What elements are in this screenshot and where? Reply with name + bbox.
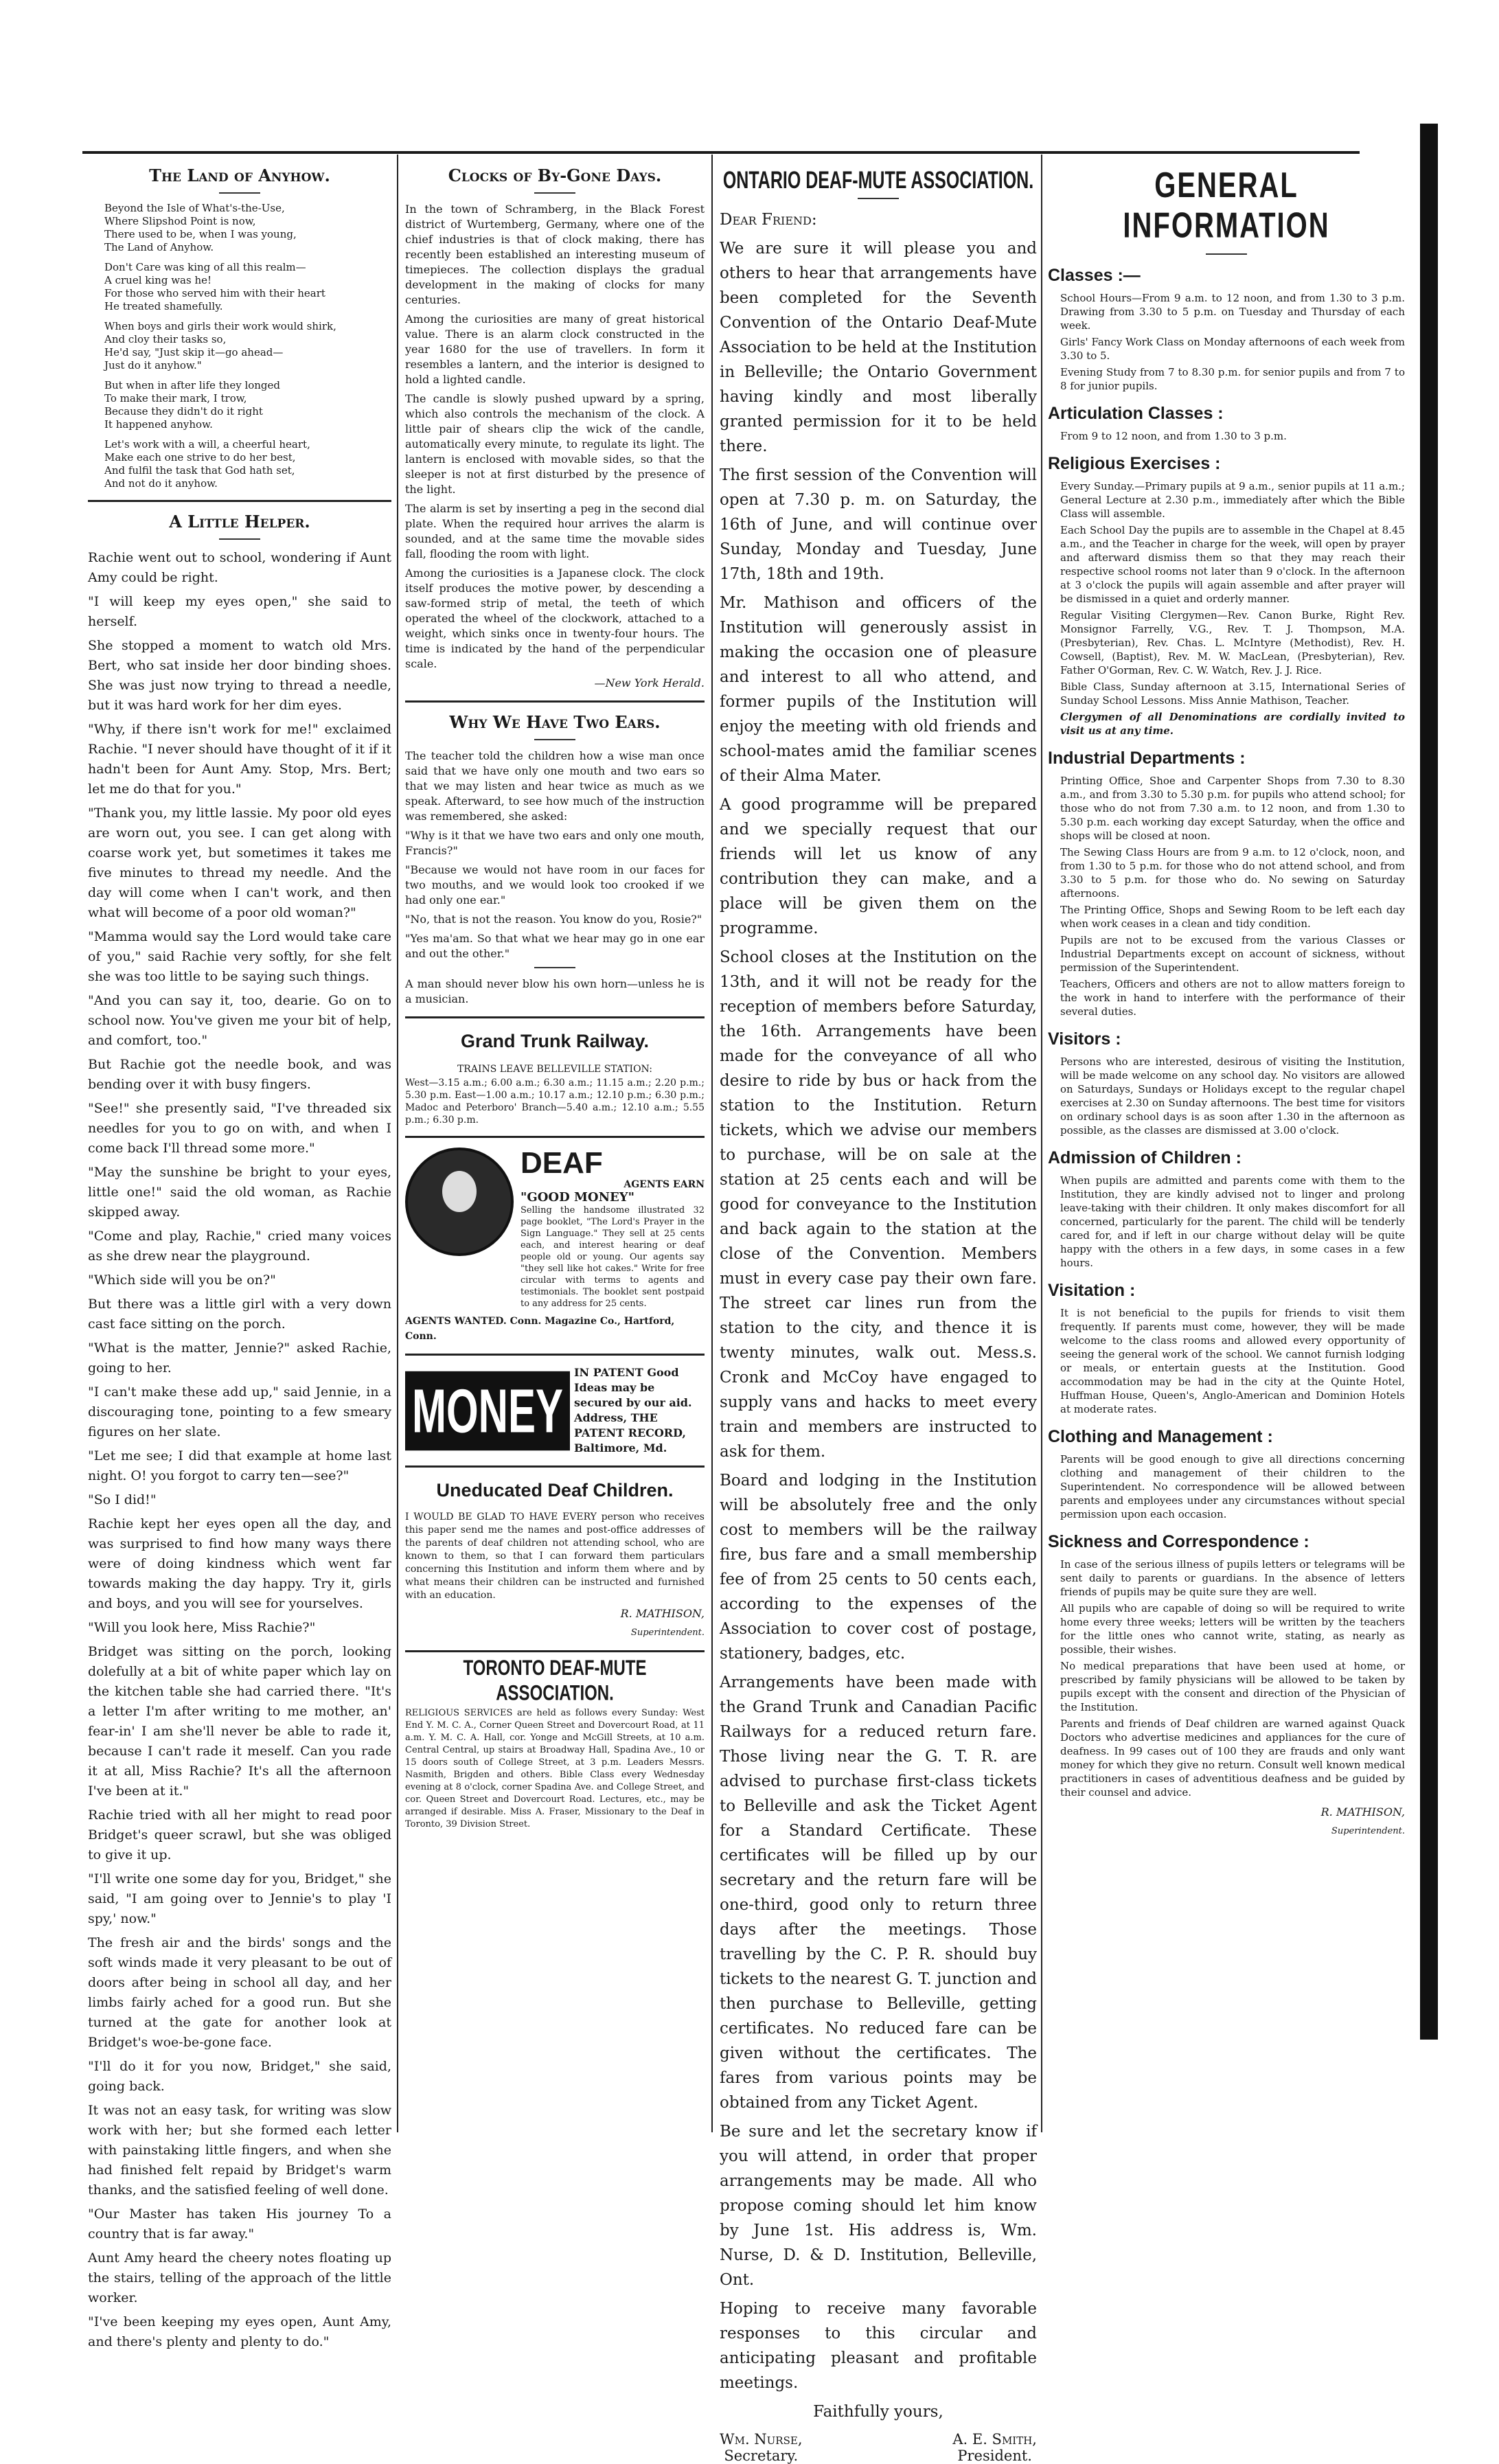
paragraph: "Will you look here, Miss Rachie?" bbox=[88, 1620, 316, 1635]
section-heading: Clothing and Management : bbox=[1048, 1427, 1273, 1446]
paragraph: School closes at the Institution on the 13th, and it will not be ready for the reception of members before Saturday, the 16th. Arrangements have been made for the conveyance of all who desire to ride by bus or hack from the station to the Institution. Return tickets, which we advise our members to purchase, will be on sale at the station at 25 cents each and will be good for conveyance to the Institution and back again to the station at the close of the Convention. Members must in every case pay their own fare. The street car lines run from the station to the city, and thence it is twenty minutes, walk out. Mess.s. Cronk and McCoy have engaged to supply vans and hacks to meet every train and members are instructed to ask for them. bbox=[720, 948, 1037, 1461]
section-heading: Sickness and Correspondence : bbox=[1048, 1532, 1309, 1551]
paragraph: Among the curiosities are many of great historical value. There is an alarm clock constructed in the year 1680 for the use of travellers. In form it resembles a lantern, and the interior is designed to hold a lighted candle. bbox=[405, 312, 705, 386]
poem-line: A cruel king was he! bbox=[104, 274, 212, 286]
paragraph: The teacher told the children how a wise man once said that we have only one mouth and two ears so that we may listen and hear twice as much as we speak. Afterward, to see how much of the instruction was remembered, she asked: bbox=[405, 749, 705, 823]
divider bbox=[405, 1136, 705, 1138]
paragraph: But there was a little girl with a very down cast face sitting on the porch. bbox=[88, 1297, 391, 1332]
poem-line: It happened anyhow. bbox=[104, 418, 213, 431]
signer-2-title: President. bbox=[957, 2448, 1032, 2464]
paragraph: Aunt Amy heard the cheery notes floating up the stairs, telling of the approach of the little worker. bbox=[88, 2250, 391, 2305]
toronto-text: RELIGIOUS SERVICES are held as follows every Sunday: West End Y. M. C. A., Corner Queen Street and Dovercourt Road, at 11 a.m. Y. M. C. A. Hall, cor. Yonge and McGill Streets, at 10 a.m. Central Central, up stairs at Broadway Hall, Spadina Ave., 10 or 15 doors south of College Street, at 3 p.m. Leaders Messrs. Nasmith, Brigden and others. Bible Class every Wednesday evening at 8 o'clock, corner Spadina Ave. and College Street, and cor. Queen Street and Dovercourt Road. Lectures, etc., may be arranged if desirable. Miss A. Fraser, Missionary to the Deaf in Toronto, 39 Division Street. bbox=[405, 1708, 705, 1829]
signer-1-title: Secretary. bbox=[724, 2448, 799, 2464]
section-item: School Hours—From 9 a.m. to 12 noon, and from 1.30 to 3 p.m. Drawing from 3.30 to 5 p.m. on Tuesday and Thursday of each week. bbox=[1060, 292, 1405, 332]
story-title: A Little Helper. bbox=[169, 512, 310, 532]
poem-line: There used to be, when I was young, bbox=[104, 228, 297, 240]
poem-line: To make their mark, I trow, bbox=[104, 392, 247, 404]
section-item: Parents will be good enough to give all directions concerning clothing and management of their children to the Superintendent. No correspondence will be allowed between parents and employees under any circumstances without special permission upon each occasion. bbox=[1060, 1453, 1405, 1520]
divider bbox=[534, 967, 575, 968]
paragraph: Bridget was sitting on the porch, looking dolefully at a bit of white paper which lay on the kitchen table she had carried there. "It's a letter I'm after writing to me mother, an' fear-in' I am she'll never be able to rade it, because I can't rade it meself. Can you rade it at all, Miss Rachie? It's all the afternoon I've been at it." bbox=[88, 1644, 391, 1799]
poem-line: Just do it anyhow." bbox=[104, 359, 202, 372]
divider bbox=[534, 739, 575, 740]
section-item: Regular Visiting Clergymen—Rev. Canon Burke, Right Rev. Monsignor Farrelly, V.G., Rev. T. J. Thompson, M.A. (Presbyterian), Rev. Chas. L. McIntyre (Methodist), Rev. H. Cowsell, (Baptist), Rev. M. W. MacLean, (Presbyterian), Rev. Father O'Gorman, Rev. C. W. Watch, Rev. J. J. Rice. bbox=[1060, 609, 1405, 676]
money-ad bbox=[405, 1365, 705, 1456]
divider bbox=[405, 1465, 705, 1468]
paragraph: "I can't make these add up," said Jennie, in a discouraging tone, pointing to a few smeary figures on her slate. bbox=[88, 1384, 391, 1439]
money-ad-text: IN PATENT Good Ideas may be secured by our aid. Address, THE PATENT RECORD, Baltimore, Md. bbox=[574, 1366, 692, 1455]
divider bbox=[405, 1354, 705, 1356]
divider bbox=[219, 192, 260, 194]
section-item: Each School Day the pupils are to assemble in the Chapel at 8.45 a.m., and the Teacher in charge for the week, will open by prayer and afterward dismiss them so that they may reach their respective school rooms not later than 9 o'clock. In the afternoon at 3 o'clock the pupils will again assemble and after prayer will be dismissed in a quiet and orderly manner. bbox=[1060, 524, 1405, 605]
paragraph: Rachie went out to school, wondering if Aunt Amy could be right. bbox=[88, 550, 391, 585]
paragraph: Among the curiosities is a Japanese clock. The clock itself produces the motive power, by descending a saw-formed strip of metal, the teeth of which operated the wheel of the clockwork, attached to a weight, which sinks once in twenty-four hours. The time is indicated by the hand of the perpendicular scale. bbox=[405, 567, 705, 670]
railway-title: Grand Trunk Railway. bbox=[460, 1031, 650, 1051]
section-heading: Classes :— bbox=[1048, 266, 1141, 285]
paragraph: "Why is it that we have two ears and only one mouth, Francis?" bbox=[405, 829, 705, 857]
railway-times: West—3.15 a.m.; 6.00 a.m.; 6.30 a.m.; 11.15 a.m.; 2.20 p.m.; 5.30 p.m. East—1.00 a.m.; 10.17 a.m.; 12.10 p.m.; 6.30 p.m.; Madoc and Peterboro' Branch—5.40 a.m.; 12.10 a.m.; 5.55 p.m.; 6.30 p.m. bbox=[405, 1077, 705, 1126]
paragraph: "Because we would not have room in our faces for two mouths, and we would look too crooked if we had only one ear." bbox=[405, 863, 705, 906]
section-item: Persons who are interested, desirous of visiting the Institution, will be made welcome on any school day. No visitors are allowed on Saturdays, Sundays or Holidays except to the regular chapel exercises at 2.30 on Sunday afternoons. The best time for visitors on ordinary school days is as soon after 1.30 in the afternoon as possible, as the classes are dismissed at 3.00 o'clock. bbox=[1060, 1056, 1405, 1137]
portrait-image bbox=[405, 1148, 514, 1256]
section-item: Parents and friends of Deaf children are warned against Quack Doctors who advertise medicines and appliances for the cure of deafness. In 99 cases out of 100 they are frauds and only want money for which they give no return. Consult well known medical practitioners in cases of adventitious deafness and be guided by their counsel and advice. bbox=[1060, 1718, 1405, 1799]
association-title: ONTARIO DEAF-MUTE ASSOCIATION. bbox=[722, 167, 1034, 194]
general-info-title: GENERAL INFORMATION bbox=[1123, 166, 1330, 246]
poem-line: And not do it anyhow. bbox=[104, 477, 218, 490]
divider bbox=[405, 700, 705, 703]
section-item: Evening Study from 7 to 8.30 p.m. for senior pupils and from 7 to 8 for junior pupils. bbox=[1060, 366, 1405, 392]
poem-line: Don't Care was king of all this realm— bbox=[104, 261, 306, 273]
paragraph: A good programme will be prepared and we specially request that our friends will let us know of any contribution they can make, and a place will be given them on the programme. bbox=[720, 796, 1037, 937]
section-item: Girls' Fancy Work Class on Monday afternoons of each week from 3.30 to 5. bbox=[1060, 336, 1405, 362]
gi-signature-title: Superintendent. bbox=[1331, 1826, 1405, 1836]
paragraph: "Our Master has taken His journey To a country that is far away." bbox=[88, 2206, 391, 2241]
section-item: Teachers, Officers and others are not to allow matters foreign to the work in hand to interfere with the performance of their several duties. bbox=[1060, 978, 1405, 1018]
column-2 bbox=[405, 161, 705, 2174]
section-heading: Religious Exercises : bbox=[1048, 454, 1221, 473]
section-item: The Printing Office, Shops and Sewing Room to be left each day when work ceases in a clean and tidy condition. bbox=[1060, 904, 1405, 930]
paragraph: "I'll do it for you now, Bridget," she said, going back. bbox=[88, 2059, 391, 2094]
section-heading: Admission of Children : bbox=[1048, 1148, 1241, 1167]
signatures bbox=[720, 2431, 1037, 2464]
divider bbox=[534, 192, 575, 194]
paragraph: She stopped a moment to watch old Mrs. Bert, who sat inside her door binding shoes. She was just now trying to thread a needle, but it was hard work for her dim eyes. bbox=[88, 638, 391, 713]
uneducated-signature-title: Superintendent. bbox=[630, 1628, 705, 1638]
paragraph: Rachie tried with all her might to read poor Bridget's queer scrawl, but she was obliged to give it up. bbox=[88, 1807, 391, 1862]
paragraph: "Come and play, Rachie," cried many voices as she drew near the playground. bbox=[88, 1229, 391, 1264]
paragraph: Be sure and let the secretary know if you will attend, in order that proper arrangements may be made. All who propose coming should let him know by June 1st. His address is, Wm. Nurse, D. & D. Institution, Belleville, Ont. bbox=[720, 2123, 1037, 2289]
uneducated-title: Uneducated Deaf Children. bbox=[436, 1480, 674, 1501]
section-item: The Sewing Class Hours are from 9 a.m. to 12 o'clock, noon, and from 1.30 to 5 p.m. for those who do not attend school, and from 3.30 to 5 p.m. for those who do. No sewing on Saturday afternoons. bbox=[1060, 846, 1405, 900]
paragraph: "Mamma would say the Lord would take care of you," said Rachie very softly, for she felt she was too little to be saying such things. bbox=[88, 929, 391, 984]
toronto-title: TORONTO DEAF-MUTE ASSOCIATION. bbox=[463, 1656, 647, 1706]
paragraph: But Rachie got the needle book, and was bending over it with busy fingers. bbox=[88, 1057, 391, 1092]
paragraph: "Yes ma'am. So that what we hear may go in one ear and out the other." bbox=[405, 932, 705, 960]
ears-title: Why We Have Two Ears. bbox=[449, 712, 661, 732]
signer-1-name: Wm. Nurse, bbox=[720, 2431, 803, 2448]
poem-line: For those who served him with their heart bbox=[104, 287, 325, 299]
paragraph: It was not an easy task, for writing was slow work with her; but she formed each letter with painstaking little fingers, and when she had finished felt repaid by Bridget's warm thanks, and the satisfied feeling of well done. bbox=[88, 2103, 391, 2198]
paragraph: The first session of the Convention will open at 7.30 p. m. on Saturday, the 16th of June, and will continue over Sunday, Monday and Tuesday, June 17th, 18th and 19th. bbox=[720, 466, 1037, 583]
column-1 bbox=[88, 161, 391, 2349]
paragraph: "See!" she presently said, "I've threaded six needles for you to go on with, and when I come back I'll thread some more." bbox=[88, 1101, 391, 1156]
poem-line: Where Slipshod Point is now, bbox=[104, 215, 256, 227]
paragraph: "Thank you, my little lassie. My poor old eyes are worn out, you see. I can get along with coarse work yet, but sometimes it takes me five minutes to thread my needle. And the day will come when I can't work, and then what will become of a poor old woman?" bbox=[88, 806, 391, 920]
divider bbox=[405, 1016, 705, 1018]
section-item: Bible Class, Sunday afternoon at 3.15, International Series of Sunday School Lessons. Miss Annie Mathison, Teacher. bbox=[1060, 681, 1405, 707]
poem-line: He'd say, "Just skip it—go ahead— bbox=[104, 346, 284, 358]
money-ad-word: MONEY bbox=[405, 1371, 570, 1450]
deaf-ad-footer: AGENTS WANTED. Conn. Magazine Co., Hartford, Conn. bbox=[405, 1316, 675, 1342]
section-item: Pupils are not to be excused from the various Classes or Industrial Departments except on account of sickness, without permission of the Superintendent. bbox=[1060, 934, 1405, 974]
section-note: Clergymen of all Denominations are cordially invited to visit us at any time. bbox=[1060, 711, 1405, 737]
column-divider bbox=[1041, 155, 1042, 2132]
poem-line: He treated shamefully. bbox=[104, 300, 223, 312]
poem-line: And fulfil the task that God hath set, bbox=[104, 464, 295, 477]
salutation: Dear Friend: bbox=[720, 211, 817, 229]
paragraph: We are sure it will please you and others to hear that arrangements have been completed for the Seventh Convention of the Ontario Deaf-Mute Association to be held at the Institution in Belleville; the Ontario Government having kindly and most liberally granted permission for it to be held there. bbox=[720, 240, 1037, 455]
paragraph: "May the sunshine be bright to your eyes, little one!" said the old woman, as Rachie skipped away. bbox=[88, 1165, 391, 1220]
story-body bbox=[88, 548, 391, 2352]
paragraph: Rachie kept her eyes open all the day, and was surprised to find how many ways there were of doing kindness which went far towards making the day happy. Try it, girls and boys, and you will see for yourselves. bbox=[88, 1516, 391, 1611]
poem-line: Because they didn't do it right bbox=[104, 405, 263, 418]
poem-line: When boys and girls their work would shirk, bbox=[104, 320, 336, 332]
poem bbox=[98, 202, 391, 490]
paragraph: The fresh air and the birds' songs and the soft winds made it very pleasant to be out of doors after being in school all day, and her limbs fairly ached for a good run. But she turned at the gate for another look at Bridget's woe-be-gone face. bbox=[88, 1935, 391, 2050]
paragraph: "I've been keeping my eyes open, Aunt Amy, and there's plenty and plenty to do." bbox=[88, 2314, 391, 2349]
section-item: Printing Office, Shoe and Carpenter Shops from 7.30 to 8.30 a.m., and from 3.30 to 5.30 p.m. for pupils who attend school; for those who do not from 7.30 a.m. to 12 noon, and from 1.30 to 5.30 p.m. each working day except Saturday, when the office and shops will be closed at noon. bbox=[1060, 775, 1405, 842]
uneducated-text: I WOULD BE GLAD TO HAVE EVERY person who receives this paper send me the names and post-office addresses of the parents of deaf children not attending school, who are known to them, so that I can forward them particulars concerning this Institution and inform them where and by what means their children can be instructed and furnished with an education. bbox=[405, 1512, 705, 1601]
paragraph: "So I did!" bbox=[88, 1492, 157, 1507]
divider bbox=[1206, 253, 1247, 255]
signer-2-name: A. E. Smith, bbox=[952, 2431, 1037, 2448]
paragraph: "Let me see; I did that example at home last night. O! you forgot to carry ten—see?" bbox=[88, 1448, 391, 1483]
clocks-title: Clocks of By-Gone Days. bbox=[448, 166, 662, 185]
section-item: Every Sunday.—Primary pupils at 9 a.m., senior pupils at 11 a.m.; General Lecture at 2.30 p.m., immediately after which the Bible Class will assemble. bbox=[1060, 480, 1405, 520]
top-rule bbox=[82, 151, 1360, 154]
section-heading: Articulation Classes : bbox=[1048, 404, 1224, 423]
section-item: It is not beneficial to the pupils for friends to visit them frequently. If parents must come, however, they will be made welcome to the class rooms and allowed every opportunity of seeing the general work of the school. We cannot furnish lodging or meals, or entertain guests at the Institution. Good accommodation may be had in the city at the Quinte Hotel, Huffman House, Queen's, Anglo-American and Dominion Hotels at moderate rates. bbox=[1060, 1307, 1405, 1415]
paragraph: The candle is slowly pushed upward by a spring, which also controls the mechanism of the clock. A little pair of shears clip the wick of the candle, automatically every minute, to regulate its light. The lantern is enclosed with movable sides, so that the sleeper is not at first disturbed by the presence of the light. bbox=[405, 392, 705, 496]
divider bbox=[858, 198, 899, 199]
paragraph: The alarm is set by inserting a peg in the second dial plate. When the required hour arrives the alarm is sounded, and at the same time the movable sides fall, flooding the room with light. bbox=[405, 502, 705, 560]
paragraph: "Why, if there isn't work for me!" exclaimed Rachie. "I never should have thought of it if it hadn't been for Aunt Amy. Stop, Mrs. Bert; let me do that for you." bbox=[88, 722, 391, 797]
closing: Faithfully yours, bbox=[813, 2403, 943, 2421]
paragraph: In the town of Schramberg, in the Black Forest district of Wurtemberg, Germany, where one of the chief industries is that of clock making, there has recently been established an interesting museum of timepieces. The collection displays the gradual development in the making of clocks for many centuries. bbox=[405, 203, 705, 306]
paragraph: "No, that is not the reason. You know do you, Rosie?" bbox=[405, 913, 702, 926]
uneducated-signature: R. MATHISON, bbox=[620, 1607, 705, 1620]
paragraph: Arrangements have been made with the Grand Trunk and Canadian Pacific Railways for a reduced return fare. Those living near the G. T. R. are advised to purchase first-class tickets to Belleville and ask the Ticket Agent for a Standard Certificate. These certificates will be filled up by our secretary and the return fare will be one-third, good only to return three days after the meetings. Those travelling by the C. P. R. should buy tickets to the nearest G. T. junction and then purchase to Belleville, getting certificates. No reduced fare can be given without the certificates. The fares from various points may be obtained from any Ticket Agent. bbox=[720, 1674, 1037, 2112]
poem-line: Beyond the Isle of What's-the-Use, bbox=[104, 202, 285, 214]
section-item: In case of the serious illness of pupils letters or telegrams will be sent daily to parents or guardians. In the absence of letters friends of pupils may be quite sure they are well. bbox=[1060, 1558, 1405, 1598]
column-4 bbox=[1048, 161, 1405, 2174]
divider bbox=[88, 500, 391, 502]
binding-edge bbox=[1420, 124, 1438, 2040]
section-heading: Visitors : bbox=[1048, 1029, 1121, 1049]
section-heading: Industrial Departments : bbox=[1048, 749, 1246, 768]
paragraph: "What is the matter, Jennie?" asked Rachie, going to her. bbox=[88, 1341, 391, 1376]
poem-title: The Land of Anyhow. bbox=[149, 166, 330, 185]
deaf-agents-ad bbox=[405, 1148, 705, 1314]
deaf-ad-corner: AGENTS EARN bbox=[623, 1179, 705, 1190]
column-3 bbox=[720, 161, 1037, 2464]
poem-line: The Land of Anyhow. bbox=[104, 241, 214, 253]
poem-line: But when in after life they longed bbox=[104, 379, 281, 391]
paragraph: Hoping to receive many favorable responses to this circular and anticipating pleasant and profitable meetings. bbox=[720, 2300, 1037, 2392]
musician-note: A man should never blow his own horn—unless he is a musician. bbox=[405, 977, 705, 1005]
section-item: From 9 to 12 noon, and from 1.30 to 3 p.m. bbox=[1060, 430, 1287, 442]
clocks-source: —New York Herald. bbox=[594, 676, 705, 689]
gi-signature: R. MATHISON, bbox=[1320, 1805, 1405, 1818]
section-item: No medical preparations that have been used at home, or prescribed by family physicians will be allowed to be taken by pupils except with the consent and direction of the Physician of the Institution. bbox=[1060, 1660, 1405, 1713]
paragraph: Board and lodging in the Institution will be absolutely free and the only cost to members will be the railway fire, bus fare and a small membership fee of from 25 cents to 50 cents each, according to the expenses of the Association to cover cost of postage, stationery, badges, etc. bbox=[720, 1472, 1037, 1663]
clocks-article bbox=[405, 202, 705, 672]
general-info-sections bbox=[1048, 266, 1405, 1799]
deaf-ad-slogan: "GOOD MONEY" bbox=[520, 1190, 634, 1205]
section-item: All pupils who are capable of doing so will be required to write home every three weeks; letters will be written by the teachers for the little ones who cannot write, stating, as nearly as possible, their wishes. bbox=[1060, 1602, 1405, 1656]
paragraph: "I will keep my eyes open," she said to herself. bbox=[88, 594, 391, 629]
deaf-ad-word: DEAF bbox=[520, 1146, 603, 1180]
divider bbox=[405, 1650, 705, 1652]
section-item: When pupils are admitted and parents come with them to the Institution, they are kindly advised not to linger and prolong leave-taking with their children. It only makes discomfort for all concerned, particularly for the parent. The child will be tenderly cared for, and if left in our charge without delay will be quite happy with the others in a few days, in some cases in a few hours. bbox=[1060, 1174, 1405, 1269]
poem-line: Make each one strive to do her best, bbox=[104, 451, 296, 464]
letter-body bbox=[720, 236, 1037, 2395]
poem-line: And cloy their tasks so, bbox=[104, 333, 227, 345]
ears-article bbox=[405, 749, 705, 961]
railway-subtitle: TRAINS LEAVE BELLEVILLE STATION: bbox=[457, 1064, 653, 1075]
paragraph: "Which side will you be on?" bbox=[88, 1273, 276, 1288]
divider bbox=[219, 538, 260, 540]
paragraph: Mr. Mathison and officers of the Institution will generously assist in making the occasion one of pleasure and interest to all who attend, and former pupils of the Institution will enjoy the meeting with old friends and school-mates amid the familiar scenes of their Alma Mater. bbox=[720, 594, 1037, 785]
paragraph: "I'll write one some day for you, Bridget," she said, "I am going over to Jennie's to play 'I spy,' now." bbox=[88, 1871, 391, 1926]
column-divider bbox=[711, 155, 713, 2132]
column-divider bbox=[397, 155, 398, 2132]
paragraph: "And you can say it, too, dearie. Go on to school now. You've given me your bit of help, and comfort, too." bbox=[88, 993, 391, 1048]
section-heading: Visitation : bbox=[1048, 1281, 1136, 1300]
poem-line: Let's work with a will, a cheerful heart, bbox=[104, 438, 310, 450]
deaf-ad-text: Selling the handsome illustrated 32 page booklet, "The Lord's Prayer in the Sign Language." They sell at 25 cents each, and interest hearing or deaf people old or young. Our agents say "they sell like hot cakes." Write for free circular with terms to agents and testimonials. The booklet sent postpaid to any address for 25 cents. bbox=[520, 1205, 705, 1309]
